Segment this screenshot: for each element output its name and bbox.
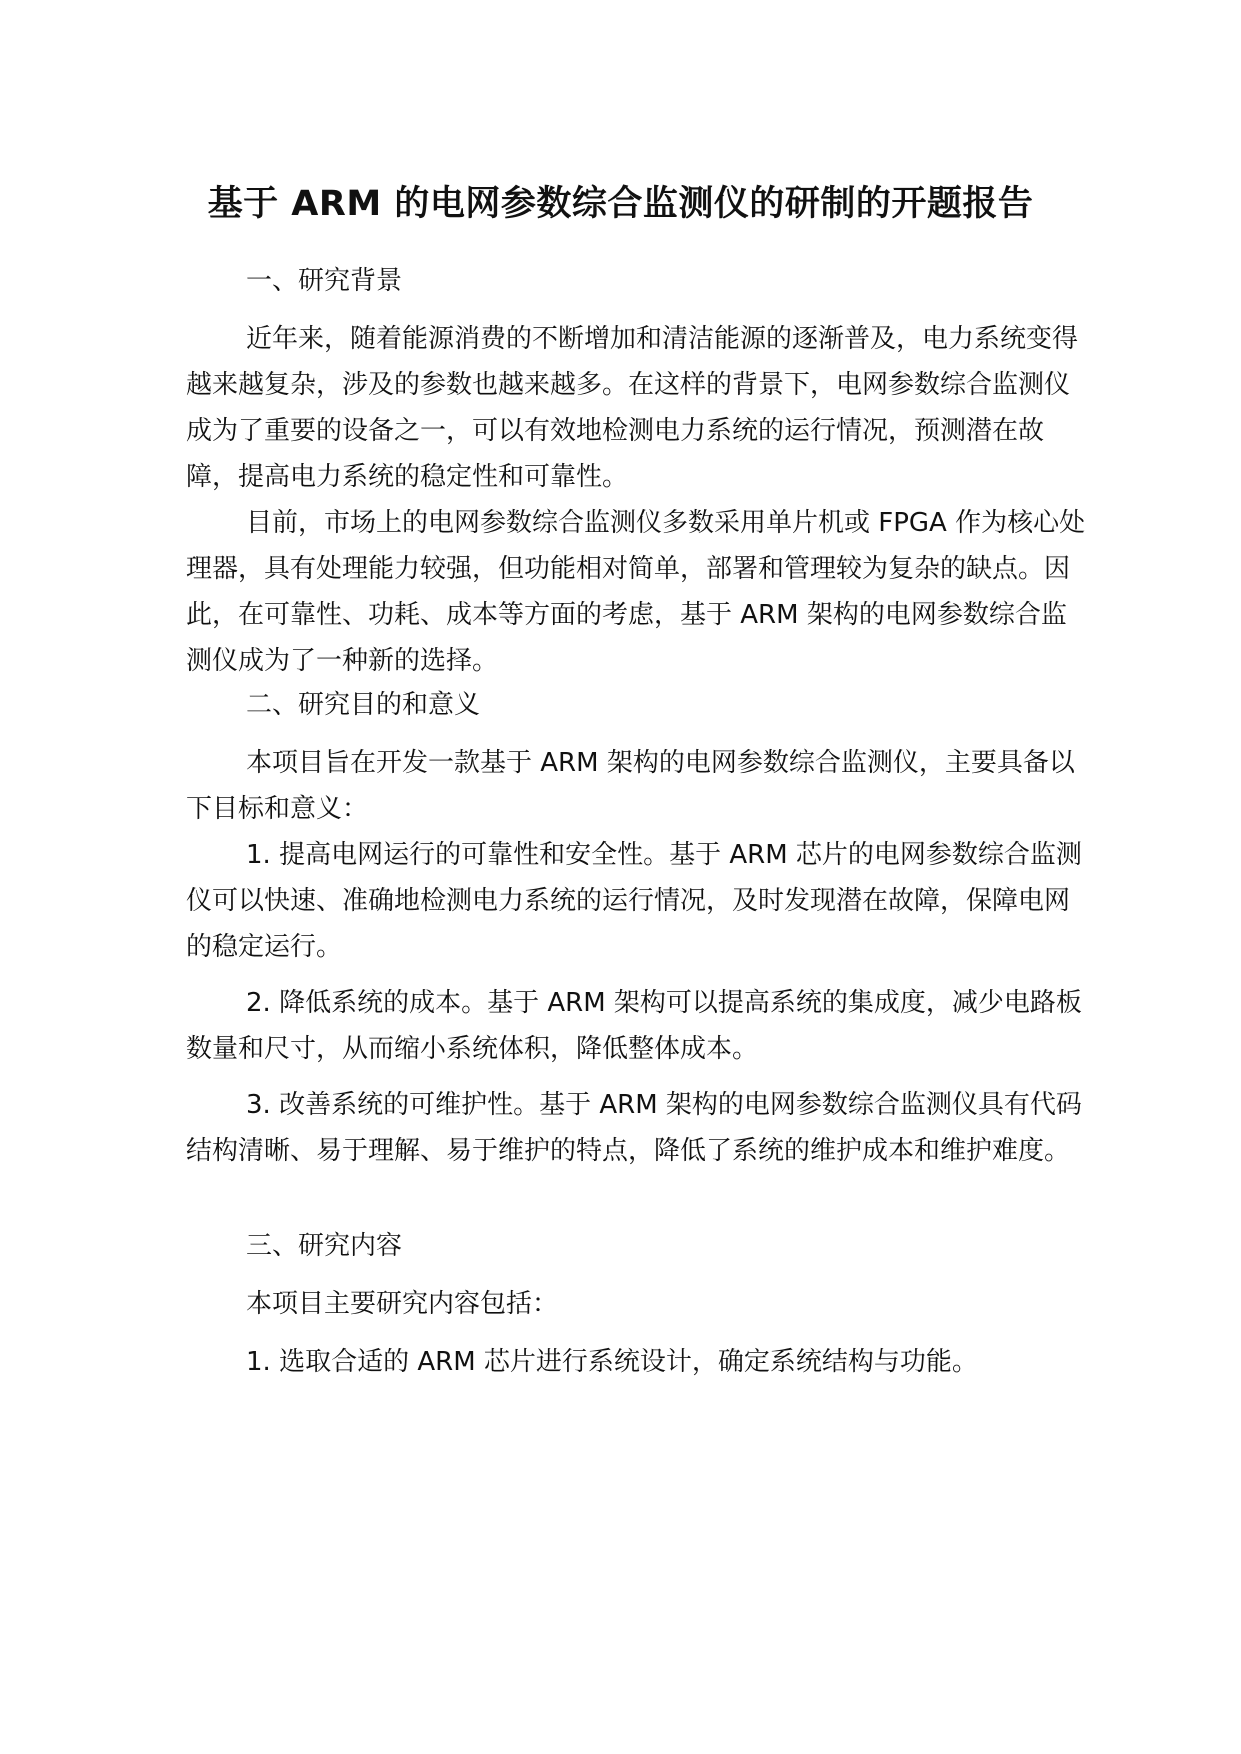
paragraph-purpose-item-1: 1. 提高电网运行的可靠性和安全性。基于 ARM 芯片的电网参数综合监测仪可以快速、准确地检测电力系统的运行情况，及时发现潜在故障，保障电网的稳定运行。 bbox=[186, 840, 1082, 962]
paragraph-content-intro: 本项目主要研究内容包括： bbox=[246, 1289, 559, 1319]
paragraph-purpose-intro: 本项目旨在开发一款基于 ARM 架构的电网参数综合监测仪，主要具备以下目标和意义： bbox=[186, 748, 1075, 824]
section-heading-purpose: 二、研究目的和意义 bbox=[246, 690, 481, 720]
paragraph-background-2: 目前，市场上的电网参数综合监测仪多数采用单片机或 FPGA 作为核心处理器，具有处理能力较强，但功能相对简单，部署和管理较为复杂的缺点。因此，在可靠性、功耗、成本等方面的考虑，基于 ARM 架构的电网参数综合监测仪成为了一种新的选择。 bbox=[186, 508, 1086, 676]
section-heading-content: 三、研究内容 bbox=[246, 1231, 403, 1261]
paragraph-background-1: 近年来，随着能源消费的不断增加和清洁能源的逐渐普及，电力系统变得越来越复杂，涉及的参数也越来越多。在这样的背景下，电网参数综合监测仪成为了重要的设备之一，可以有效地检测电力系统的运行情况，预测潜在故障，提高电力系统的稳定性和可靠性。 bbox=[186, 324, 1079, 492]
paragraph-content-item-1: 1. 选取合适的 ARM 芯片进行系统设计，确定系统结构与功能。 bbox=[246, 1347, 978, 1377]
section-heading-background: 一、研究背景 bbox=[246, 266, 403, 296]
document-title: 基于 ARM 的电网参数综合监测仪的研制的开题报告 bbox=[207, 184, 1034, 224]
paragraph-purpose-item-2: 2. 降低系统的成本。基于 ARM 架构可以提高系统的集成度，减少电路板数量和尺寸，从而缩小系统体积，降低整体成本。 bbox=[186, 988, 1082, 1064]
paragraph-purpose-item-3: 3. 改善系统的可维护性。基于 ARM 架构的电网参数综合监测仪具有代码结构清晰、易于理解、易于维护的特点，降低了系统的维护成本和维护难度。 bbox=[186, 1090, 1082, 1166]
